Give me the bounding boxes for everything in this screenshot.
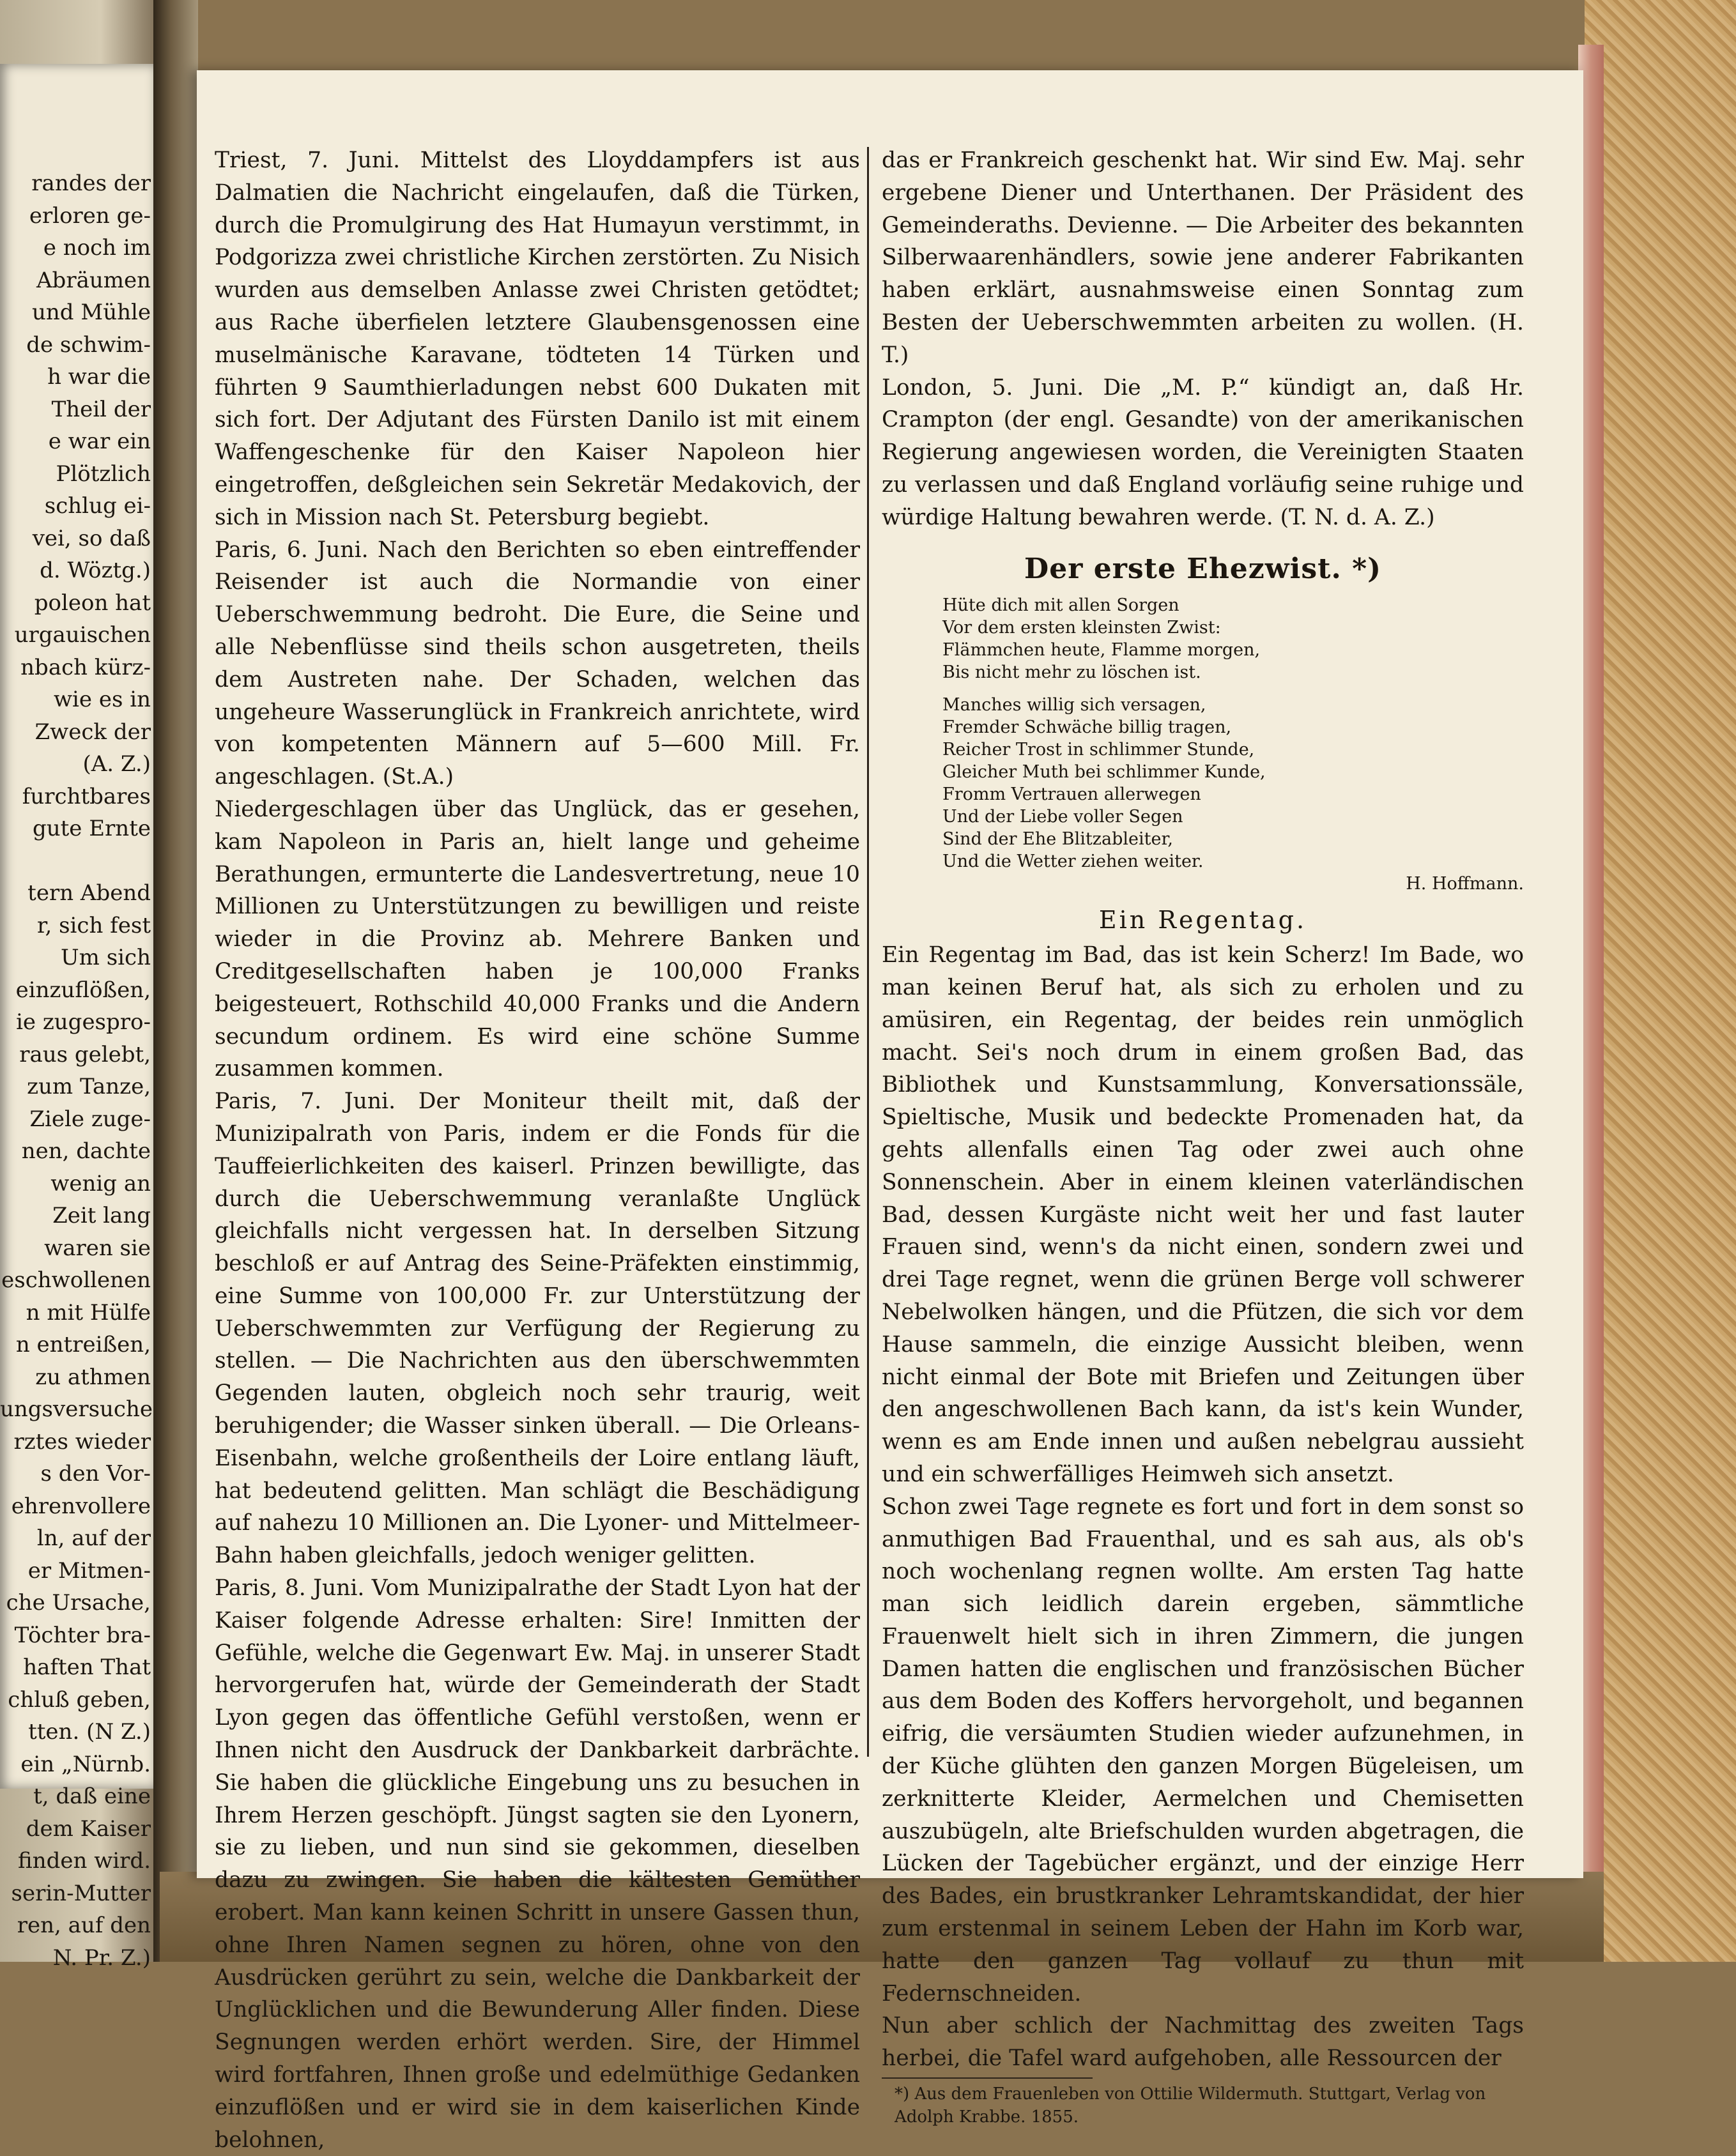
fragment-line: ln, auf der bbox=[36, 1525, 151, 1551]
fragment-line: ein „Nürnb. bbox=[20, 1751, 151, 1777]
fragment-line: wenig an bbox=[50, 1170, 151, 1197]
news-paris-7-juni: Paris, 7. Juni. Der Moniteur theilt mit, daß der Munizipalrath von Paris, indem er die Fonds für die Tauffeierlichkeiten des kaiserl. Prinzen bewilligte, das durch die Ueberschwemmung veranlaßte Unglück gleichfalls nicht vergessen hat. In derselben Sitzung beschloß er auf Antrag des Seine-Präfekten einstimmig, eine Summe von 100,000 Fr. zur Unterstützung der Ueberschwemmten zur Verfügung der Regierung zu stellen. — Die Nachrichten aus den überschwemmten Gegenden lauten, obgleich noch sehr traurig, weit beruhigender; die Wasser sinken überall. — Die Orleans-Eisenbahn, welche großentheils der Loire entlang läuft, hat bedeutend gelitten. Man schlägt die Beschädigung auf nahezu 10 Millionen an. Die Lyoner- und Mittelmeer-Bahn haben gleichfalls, jedoch weniger gelitten. bbox=[215, 1089, 860, 1569]
fragment-line: de schwim- bbox=[26, 332, 151, 358]
fragment-line: Theil der bbox=[51, 396, 151, 422]
fragment-line: furchtbares bbox=[22, 783, 151, 809]
news-paris-8-juni: Paris, 8. Juni. Vom Munizipalrathe der Stadt Lyon hat der Kaiser folgende Adresse erhalten: Sire! Inmitten der Gefühle, welche die Gegenwart Ew. Maj. in unserer Stadt hervorgerufen hat, würde der Gemeinderath der Stadt Lyon gegen das öffentliche Gefühl verstoßen, wenn er Ihnen nicht den Ausdruck der Dankbarkeit darbrächte. Sie haben die glückliche Eingebung uns zu besuchen in Ihrem Herzen geschöpft. Jüngst sagten sie den Lyonern, sie zu lieben, und nun sind sie gekommen, dieselben dazu zu zwingen. Sie haben die kältesten Gemüther erobert. Man kann keinen Schritt in unsere Gassen thun, ohne Ihren Namen segnen zu hören, ohne von den Ausdrücken gerührt zu sein, welche die Dankbarkeit der Unglücklichen und die Bewunderung Aller finden. Diese Segnungen werden erhört werden. Sire, der Himmel wird fortfahren, Ihnen große und edelmüthige Gedanken einzuflößen und er wird sie in dem kaiserlichen Kinde belohnen, bbox=[215, 1575, 860, 2153]
column-rule bbox=[867, 147, 869, 1757]
fragment-line: Zeit lang bbox=[52, 1203, 151, 1228]
poem bbox=[942, 594, 1524, 895]
poem-line: Fromm Vertrauen allerwegen bbox=[942, 784, 1201, 805]
fragment-line: finden wird. bbox=[18, 1848, 151, 1874]
poem-line: Und der Liebe voller Segen bbox=[942, 807, 1183, 827]
fragment-line: waren sie bbox=[44, 1235, 151, 1261]
fragment-line: d. Wöztg.) bbox=[40, 558, 151, 583]
fragment-line: wie es in bbox=[53, 687, 151, 712]
fragment-line: t, daß eine bbox=[33, 1784, 151, 1809]
news-adresse-end: das er Frankreich geschenkt hat. Wir sind Ew. Maj. sehr ergebene Diener und Unterthanen. Der Präsident des Gemeinderaths. Devienne. — Die Arbeiter des bekannten Silberwaarenhändlers, sowie jene anderer Fabrikanten haben erklärt, ausnahmsweise einen Sonntag zum Besten der Ueberschwemmten arbeiten zu wollen. (H. T.) bbox=[882, 148, 1524, 368]
fragment-line: r, sich fest bbox=[36, 912, 151, 938]
fragment-line: n entreißen, bbox=[15, 1332, 151, 1357]
fragment-line: Abräumen bbox=[36, 267, 151, 293]
fragment-line: dem Kaiser bbox=[26, 1816, 151, 1842]
fragment-line: einzuflößen, bbox=[15, 977, 151, 1003]
poem-line: Reicher Trost in schlimmer Stunde, bbox=[942, 740, 1255, 760]
poem-title: Der erste Ehezwist. *) bbox=[1024, 552, 1381, 585]
fragment-line: er Mitmen- bbox=[27, 1557, 151, 1584]
fragment-line: s den Vor- bbox=[40, 1461, 151, 1487]
footnote-rule bbox=[882, 2077, 1093, 2079]
fragment-line: vei, so daß bbox=[32, 525, 151, 551]
footnote: *) Aus dem Frauenleben von Ottilie Wildermuth. Stuttgart, Verlag von Adolph Krabbe. 1855. bbox=[895, 2084, 1486, 2127]
fragment-line: gute Ernte bbox=[32, 816, 151, 841]
fragment-line: tten. (N Z.) bbox=[28, 1719, 151, 1745]
fragment-line: erloren ge- bbox=[29, 203, 151, 229]
fragment-line: tern Abend bbox=[27, 880, 151, 906]
left-page-fragment-text bbox=[0, 167, 151, 1974]
fragment-line: ren, auf den bbox=[17, 1913, 151, 1938]
book-cover-right bbox=[1585, 0, 1736, 1962]
fragment-line: n mit Hülfe bbox=[26, 1299, 151, 1326]
story-paragraph: Nun aber schlich der Nachmittag des zweiten Tags herbei, die Tafel ward aufgehoben, alle Ressourcen der bbox=[882, 2013, 1524, 2072]
gutter-shadow bbox=[153, 0, 198, 1962]
story-paragraph: Ein Regentag im Bad, das ist kein Scherz! Im Bade, wo man keinen Beruf hat, als sich zu erholen und zu amüsiren, ein Regentag, der beides rein unmöglich macht. Sei's noch drum in einem großen Bad, das Bibliothek und Kunstsammlung, Konversationssäle, Spieltische, Musik und bedeckte Promenaden hat, da gehts allenfalls einen Tag oder zwei auch ohne Sonnenschein. Aber in einem kleinen vaterländischen Bad, dessen Kurgäste nicht weit her und fast lauter Frauen sind, wenn's da nicht einen, sondern zwei und drei Tage regnet, wenn die grünen Berge voll schwerer Nebelwolken hängen, und die Pfützen, die sich vor dem Hause sammeln, die einzige Aussicht bleiben, wenn nicht einmal der Bote mit Briefen und Zeitungen über den angeschwollenen Bach kann, da ist's kein Wunder, wenn es am Ende innen und außen nebelgrau aussieht und ein schwerfälliges Heimweh sich ansetzt. bbox=[882, 942, 1524, 1487]
poem-line: Vor dem ersten kleinsten Zwist: bbox=[942, 618, 1221, 638]
fragment-line bbox=[0, 845, 151, 878]
fragment-line: haften That bbox=[23, 1655, 151, 1680]
fragment-line: (A. Z.) bbox=[82, 751, 151, 777]
fragment-line: N. Pr. Z.) bbox=[52, 1945, 151, 1971]
fragment-line: e war ein bbox=[48, 429, 151, 454]
poem-author: H. Hoffmann. bbox=[1406, 874, 1524, 894]
fragment-line: zu athmen bbox=[35, 1364, 151, 1390]
fragment-line: eschwollenen bbox=[1, 1267, 151, 1293]
fragment-line: che Ursache, bbox=[6, 1590, 151, 1616]
fragment-line: ehrenvollere bbox=[11, 1493, 151, 1519]
fragment-line: und Mühle bbox=[32, 300, 151, 325]
poem-line: Hüte dich mit allen Sorgen bbox=[942, 595, 1179, 616]
poem-line: Flämmchen heute, Flamme morgen, bbox=[942, 640, 1261, 661]
story-paragraph: Schon zwei Tage regnete es fort und fort in dem sonst so anmuthigen Bad Frauenthal, und es sah aus, als ob's noch wochenlang regnen wollte. Am ersten Tag hatte man sich leidlich darein ergeben, sämmtliche Frauenwelt hielt sich in ihren Zimmern, die jungen Damen hatten die englischen und französischen Bücher aus dem Boden des Koffers hervorgeholt, und begannen eifrig, die versäumten Studien wieder aufzunehmen, in der Küche glühten den ganzen Morgen Bügeleisen, um zerknitterte Kleider, Aermelchen und Chemisetten auszubügeln, alte Briefschulden wurden abgetragen, die Lücken der Tagebücher ergänzt, und der einzige Herr des Bades, ein brustkranker Lehramtskandidat, der hier zum erstenmal in seinem Leben der Hahn im Korb war, hatte den ganzen Tag vollauf zu thun mit Federnschneiden. bbox=[882, 1494, 1524, 2007]
fragment-line: rztes wieder bbox=[13, 1428, 151, 1455]
news-triest: Triest, 7. Juni. Mittelst des Lloyddampfers ist aus Dalmatien die Nachricht eingelaufen, daß die Türken, durch die Promulgirung des Hat Humayun verstimmt, in Podgorizza zwei christliche Kirchen zerstörten. Zu Nisich wurden aus demselben Anlasse zwei Christen getödtet; aus Rache überfielen letztere Glaubensgenossen eine muselmänische Karavane, tödteten 14 Türken und führten 9 Saumthierladungen nebst 600 Dukaten mit sich fort. Der Adjutant des Fürsten Danilo ist mit einem Waffengeschenke für den Kaiser Napoleon hier eingetroffen, deßgleichen sein Sekretär Medakovich, der sich in Mission nach St. Petersburg begiebt. bbox=[215, 148, 860, 530]
fragment-line: e noch im bbox=[43, 235, 151, 261]
fragment-line: h war die bbox=[47, 364, 151, 390]
fragment-line: raus gelebt, bbox=[19, 1041, 151, 1067]
fragment-line: poleon hat bbox=[34, 590, 151, 616]
news-napoleon: Niedergeschlagen über das Unglück, das er gesehen, kam Napoleon in Paris an, hielt lange und geheime Berathungen, ermunterte die Landesvertretung, neue 10 Millionen zu Unterstützungen zu bewilligen und reiste wieder in die Provinz ab. Mehrere Banken und Creditgesellschaften haben je 100,000 Franks beigesteuert, Rothschild 40,000 Franks und die Andern secundum ordinem. Es wird eine schöne Summe zusammen kommen. bbox=[215, 796, 860, 1082]
fragment-line: nen, dachte bbox=[21, 1138, 151, 1164]
poem-line: Fremder Schwäche billig tragen, bbox=[942, 717, 1232, 738]
right-column bbox=[882, 144, 1524, 2129]
fragment-line: ie zugespro- bbox=[16, 1009, 151, 1035]
fragment-line: ungsversuche bbox=[0, 1396, 153, 1422]
story-title: Ein Regentag. bbox=[1098, 906, 1307, 935]
left-column bbox=[215, 144, 860, 2156]
news-paris-6-juni: Paris, 6. Juni. Nach den Berichten so eben eintreffender Reisender ist auch die Normandie von einer Ueberschwemmung bedroht. Die Eure, die Seine und alle Nebenflüsse sind theils schon ausgetreten, theils dem Austreten nahe. Der Schaden, welchen das ungeheure Wasserunglück in Frankreich anrichtete, wird von kompetenten Männern auf 5—600 Mill. Fr. angeschlagen. (St.A.) bbox=[215, 537, 860, 790]
fragment-line: nbach kürz- bbox=[20, 654, 151, 680]
fragment-line: serin-Mutter bbox=[11, 1880, 151, 1906]
fragment-line: Ziele zuge- bbox=[29, 1106, 151, 1132]
poem-line: Gleicher Muth bei schlimmer Kunde, bbox=[942, 762, 1266, 783]
fragment-line: zum Tanze, bbox=[27, 1074, 151, 1099]
poem-line: Sind der Ehe Blitzableiter, bbox=[942, 829, 1173, 850]
fragment-line: Um sich bbox=[61, 945, 151, 970]
fragment-line: Zweck der bbox=[35, 719, 151, 745]
poem-line: Bis nicht mehr zu löschen ist. bbox=[942, 662, 1201, 683]
poem-line: Manches willig sich versagen, bbox=[942, 695, 1206, 715]
fragment-line: schlug ei- bbox=[44, 493, 151, 519]
fragment-line: urgauischen bbox=[14, 622, 151, 648]
fragment-line: randes der bbox=[31, 171, 151, 196]
news-london: London, 5. Juni. Die „M. P.“ kündigt an, daß Hr. Crampton (der engl. Gesandte) von der amerikanischen Regierung angewiesen worden, die Vereinigten Staaten zu verlassen und daß England vorläufig seine ruhige und würdige Haltung bewahren werde. (T. N. d. A. Z.) bbox=[882, 374, 1524, 530]
fragment-line: Töchter bra- bbox=[14, 1622, 151, 1648]
fragment-line: Plötzlich bbox=[56, 461, 151, 487]
poem-line: Und die Wetter ziehen weiter. bbox=[942, 852, 1204, 872]
fragment-line: chluß geben, bbox=[8, 1686, 151, 1713]
